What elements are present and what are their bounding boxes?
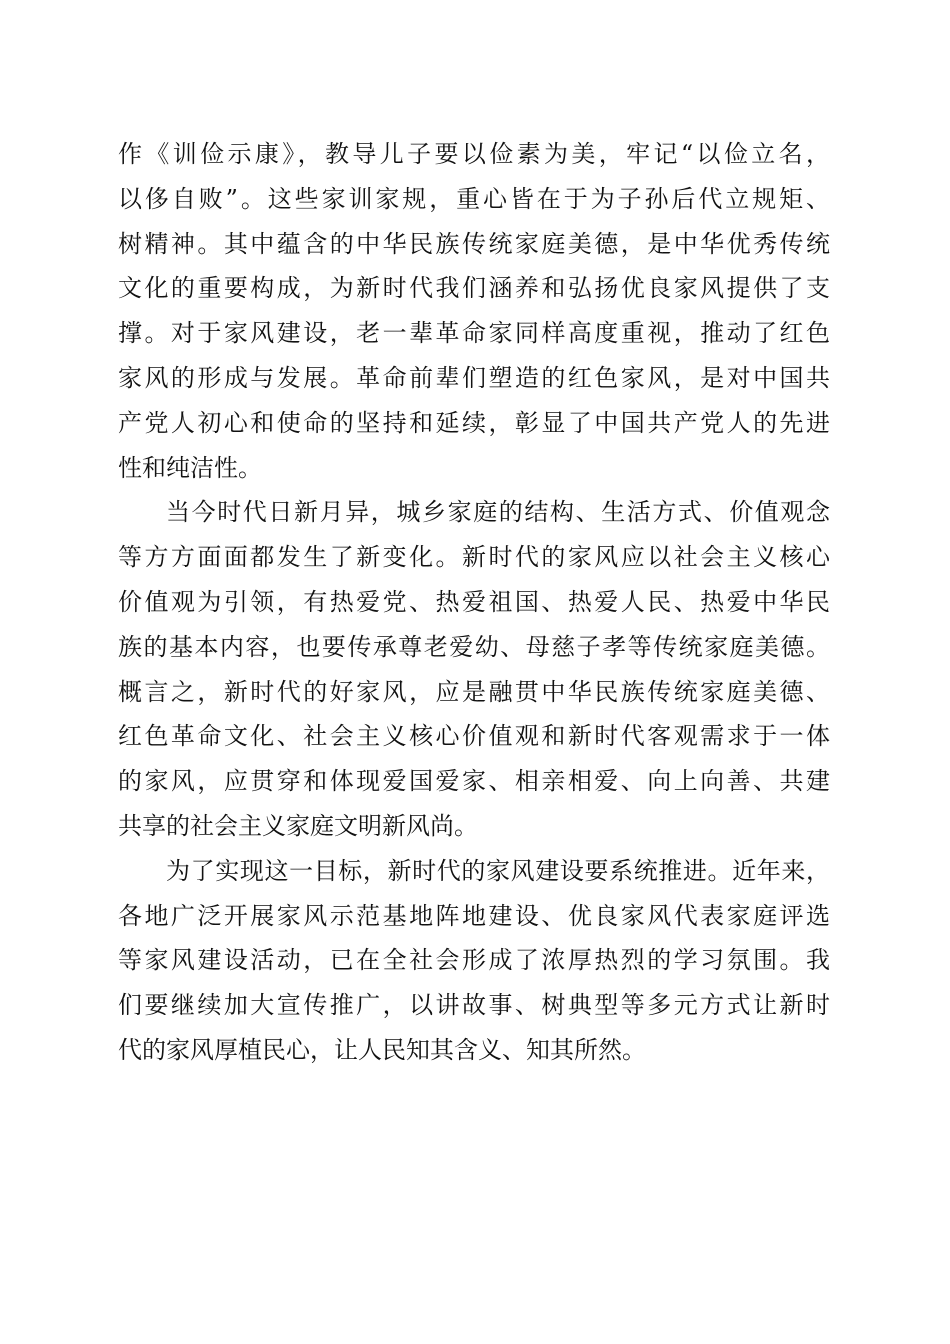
text-line: 概言之，新时代的好家风，应是融贯中华民族传统家庭美德、	[118, 677, 830, 706]
text-line: 各地广泛开展家风示范基地阵地建设、优良家风代表家庭评选	[118, 901, 830, 930]
text-line: 产党人初心和使命的坚持和延续，彰显了中国共产党人的先进	[118, 408, 830, 437]
text-line: 以侈自败”。这些家训家规，重心皆在于为子孙后代立规矩、	[118, 184, 830, 213]
text-line: 的家风，应贯穿和体现爱国爱家、相亲相爱、向上向善、共建	[118, 767, 830, 796]
text-line: 当今时代日新月异，城乡家庭的结构、生活方式、价值观念	[166, 498, 830, 527]
text-line: 族的基本内容，也要传承尊老爱幼、母慈子孝等传统家庭美德。	[118, 632, 830, 661]
text-line: 撑。对于家风建设，老一辈革命家同样高度重视，推动了红色	[118, 319, 830, 348]
text-line: 们要继续加大宣传推广，以讲故事、树典型等多元方式让新时	[118, 991, 830, 1020]
body-text	[118, 132, 830, 1073]
text-line: 等家风建设活动，已在全社会形成了浓厚热烈的学习氛围。我	[118, 946, 830, 975]
text-line: 家风的形成与发展。革命前辈们塑造的红色家风，是对中国共	[118, 363, 830, 392]
text-line: 文化的重要构成，为新时代我们涵养和弘扬优良家风提供了支	[118, 274, 830, 303]
text-line: 性和纯洁性。	[118, 453, 262, 482]
text-line: 作《训俭示康》，教导儿子要以俭素为美，牢记“以俭立名，	[118, 140, 830, 168]
text-line: 为了实现这一目标，新时代的家风建设要系统推进。近年来，	[166, 856, 830, 885]
text-line: 树精神。其中蕴含的中华民族传统家庭美德，是中华优秀传统	[118, 229, 830, 258]
text-line: 红色革命文化、社会主义核心价值观和新时代客观需求于一体	[118, 722, 830, 751]
text-line: 共享的社会主义家庭文明新风尚。	[118, 811, 478, 840]
text-line: 等方方面面都发生了新变化。新时代的家风应以社会主义核心	[118, 543, 830, 572]
text-line: 价值观为引领，有热爱党、热爱祖国、热爱人民、热爱中华民	[118, 587, 830, 616]
text-line: 代的家风厚植民心，让人民知其含义、知其所然。	[118, 1035, 646, 1064]
